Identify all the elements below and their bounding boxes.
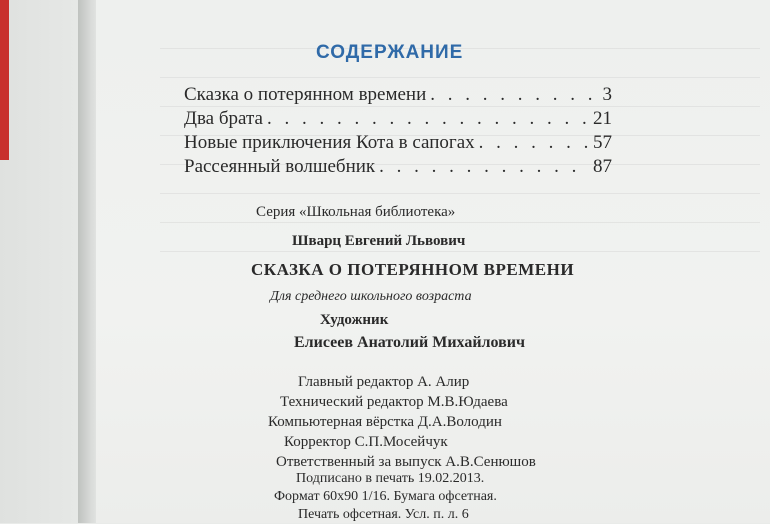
age-group: Для среднего школьного возраста: [270, 289, 472, 304]
toc-entry-title: Сказка о потерянном времени: [184, 84, 427, 105]
credit-line: Компьютерная вёрстка Д.А.Володин: [268, 414, 502, 430]
toc-leader-dots: [430, 84, 598, 106]
toc-entry: [184, 132, 612, 156]
credit-line: Главный редактор А. Алир: [298, 374, 470, 390]
toc-entry-page: 21: [593, 108, 612, 129]
toc-entry-title: Два брата: [184, 108, 263, 129]
toc-list: [184, 84, 612, 180]
toc-entry-page: 3: [602, 84, 612, 105]
toc-entry: [184, 156, 612, 180]
credits-block: [268, 372, 536, 472]
toc-entry: [184, 108, 612, 132]
series-name: Серия «Школьная библиотека»: [256, 204, 456, 220]
left-page: [0, 0, 78, 523]
credit-line: Корректор С.П.Мосейчук: [284, 434, 448, 450]
artist-name: Елисеев Анатолий Михайлович: [294, 334, 526, 351]
toc-leader-dots: [479, 132, 589, 154]
artist-heading: Художник: [320, 312, 389, 328]
book-title: СКАЗКА О ПОТЕРЯННОМ ВРЕМЕНИ: [251, 260, 575, 279]
toc-entry-page: 87: [593, 156, 612, 177]
credit-line: Технический редактор М.В.Юдаева: [280, 394, 508, 410]
print-info-line: Печать офсетная. Усл. п. л. 6: [298, 507, 469, 522]
print-info-line: Формат 60х90 1/16. Бумага офсетная.: [274, 489, 497, 504]
toc-title: СОДЕРЖАНИЕ: [316, 42, 464, 63]
toc-entry-title: Рассеянный волшебник: [184, 156, 376, 177]
credit-line: Ответственный за выпуск А.В.Сенюшов: [276, 454, 536, 470]
print-info-line: Подписано в печать 19.02.2013.: [296, 471, 485, 486]
toc-leader-dots: [267, 108, 589, 130]
toc-leader-dots: [379, 156, 589, 178]
toc-entry: [184, 84, 612, 108]
print-info-block: [274, 470, 497, 524]
red-cover-edge: [0, 0, 9, 160]
author-name: Шварц Евгений Львович: [292, 233, 466, 249]
toc-entry-title: Новые приключения Кота в сапогах: [184, 132, 475, 153]
toc-entry-page: 57: [593, 132, 612, 153]
